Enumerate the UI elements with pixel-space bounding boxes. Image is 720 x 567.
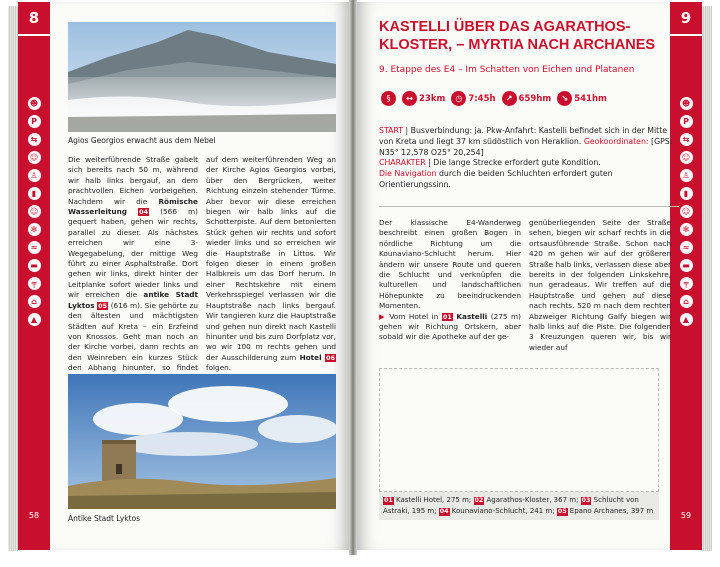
bottle-icon: ▮ — [680, 187, 693, 200]
stat-time — [451, 91, 495, 106]
map-placeholder — [379, 368, 659, 492]
distance-icon: ↔ — [402, 91, 417, 106]
bed-icon: ▬ — [680, 259, 693, 272]
ascent-value: 659hm — [518, 93, 552, 104]
swim-icon: ≈ — [28, 241, 41, 254]
waypoint-badge: 04 — [139, 208, 149, 217]
right-page-number: 9 — [670, 2, 702, 36]
waypoint-badge: 01 — [442, 312, 452, 321]
fire-icon: ▲ — [28, 313, 41, 326]
navigation-label: Die Navigation — [379, 169, 437, 179]
right-footer-page-number: 59 — [680, 511, 692, 520]
waypoint-badge: 05 — [557, 508, 567, 515]
waypoint-badge: 05 — [98, 301, 108, 310]
time-value: 7:45h — [468, 93, 496, 104]
text: auf dem weiterführenden Weg an der Kirche Agios Georgios vorbei, über den Bergrücken, weiter Richtung einzeln stehender Türme. Aber bevor wir diese erreichen biegen wir halb links auf die Schotterpiste. Auf dem betonierten Stück gehen wir rechts und sofort wieder links und so erreichen wir die Hauptstraße in Littos. Wir folgen dieser in einem großen Halbkreis um das Dorf herum. In einer Rechtskehre mit einem Verkehrsspiegel verlassen wir die Hauptstraße nach links bergauf. Wir tangieren kurz die Hauptstraße und gehen nun direkt nach Kastelli hinunter und bis zum Dorfplatz vor, wo wir 100 m rechts gehen und der Ausschilderung zum — [206, 155, 336, 362]
legend-text: Schlucht von Astraki, 195 m; — [383, 496, 639, 515]
text: folgen. — [206, 363, 232, 373]
geo-text: [GPS: N35° 12,578 O25° 20,254] — [379, 136, 673, 157]
signpost-icon: ⇆ — [680, 133, 693, 146]
photo1-caption: Agios Georgios erwacht aus dem Nebel — [68, 136, 216, 145]
swim-icon: ≈ — [680, 241, 693, 254]
navigation-text: durch die beiden Schluchten erfordert guten Orientierungssinn. — [379, 169, 613, 189]
snowflake-icon: ✻ — [28, 223, 41, 236]
bottle-icon: ▮ — [28, 187, 41, 200]
legend-text: Kastelli Hotel, 275 m; — [393, 496, 474, 504]
tour-title: KASTELLI ÜBER DAS AGARATHOS-KLOSTER, – MYRTIA NACH ARCHANES — [379, 19, 656, 53]
left-footer-page-number: 58 — [28, 511, 40, 520]
left-page-number: 8 — [18, 2, 50, 36]
highlight: Hotel — [299, 352, 322, 362]
legend-text: Kounaviano-Schlucht, 241 m; — [449, 507, 557, 515]
waypoint-badge: 03 — [581, 497, 591, 504]
person-icon: ☺ — [28, 205, 41, 218]
home-icon: ⌂ — [28, 295, 41, 308]
text: Die weiterführende Straße gabelt sich bereits nach 50 m, während wir halb links bergauf, an dem prachtvollen Eichen vorbeigehen. Nachdem wir die — [68, 155, 198, 206]
geo-label: Geokoordinaten: — [583, 136, 649, 146]
parking-icon: P — [680, 115, 693, 128]
waypoint-badge: 04 — [439, 508, 449, 515]
legend-text: Epano Archanes, 397 m — [567, 507, 654, 515]
right-text-column-2 — [529, 218, 671, 353]
waypoint-badge: 02 — [474, 497, 484, 504]
text: genüberliegenden Seite der Straße sehen, biegen wir scharf rechts in die ortsausführende Straße. Schon nach 420 m gehen wir auf der größeren Straße halb links, verlassen diese aber bereits in der folgenden Linkskehre, nun geradeaus. Wir treffen auf die Hauptstraße und gehen auf diese nach rechts. 520 m nach dem rechten Abzweiger Richtung Galfy biegen wir halb links auf die Piste. Die folgenden 3 Kreuzungen queren wir, bis wir wieder auf — [529, 218, 671, 352]
stat-descent — [557, 91, 607, 106]
person-icon: ☺ — [680, 205, 693, 218]
right-red-strip — [670, 2, 702, 550]
waypoint-badge: 01 — [384, 497, 393, 504]
right-page — [353, 2, 702, 550]
right-text-column-1 — [379, 218, 521, 343]
parking-icon: P — [28, 115, 41, 128]
highlight: Kastelli — [456, 311, 488, 321]
highlight: antike Stadt Lyktos — [68, 290, 198, 310]
signpost-icon: ⇆ — [28, 133, 41, 146]
start-label: START — [379, 126, 404, 135]
home-icon: ⌂ — [680, 295, 693, 308]
tour-info-box — [379, 126, 679, 191]
clock-icon: ◷ — [451, 91, 466, 106]
person-icon: ☻ — [28, 97, 41, 110]
left-text-column-1 — [68, 155, 198, 384]
waypoint-badge: 06 — [325, 353, 335, 362]
left-red-strip — [18, 2, 50, 550]
highlight: Römische Wasserleitung — [68, 196, 198, 217]
text: Vom Hotel in — [389, 311, 442, 321]
left-icon-column — [18, 97, 50, 326]
descent-value: 541hm — [574, 93, 607, 104]
person-icon: ☺ — [28, 151, 41, 164]
fire-icon: ▲ — [680, 313, 693, 326]
bed-icon: ▬ — [28, 259, 41, 272]
text: Der klassische E4-Wanderweg beschreibt einen großen Bogen in nördliche Richtung um die Kounaviano-Schlucht herum. Hier ändern wir unsere Route und queren die Schlucht und verknüpfen die kulturellen und landschaftlichen Höhepunkte zu beeindruckenden Momenten. — [379, 218, 521, 311]
route-icon: § — [381, 91, 396, 106]
tour-stats — [381, 91, 607, 106]
bench-icon: ╤ — [680, 277, 693, 290]
text: (566 m) gequert haben, gehen wir rechts, parallel zu dieser. Als nächstes erreichen wir eine 3-Wegegabelung, der mittige Weg führt zu einer Asphaltstraße. Dort gehen wir links, direkt hinter der Leitplanke sofort wieder links und wir erreichen die — [68, 207, 198, 300]
waypoint-legend — [379, 492, 659, 520]
tour-subtitle: 9. Etappe des E4 – Im Schatten von Eichen und Platanen — [379, 65, 635, 75]
photo2-caption: Antike Stadt Lyktos — [68, 514, 141, 523]
lyktos-tower-photo — [68, 374, 336, 509]
legend-text: Agarathos-Kloster, 367 m; — [484, 496, 581, 504]
ascent-icon: ↗ — [502, 91, 517, 106]
left-text-column-2 — [206, 155, 336, 374]
bench-icon: ╤ — [28, 277, 41, 290]
distance-value: 23km — [419, 93, 446, 104]
child-icon: ♙ — [28, 169, 41, 182]
snowflake-icon: ✻ — [680, 223, 693, 236]
stat-distance — [402, 91, 445, 106]
character-text: | Die lange Strecke erfordert gute Kondition. — [425, 158, 601, 168]
person-icon: ☻ — [680, 97, 693, 110]
left-page — [18, 2, 353, 550]
child-icon: ♙ — [680, 169, 693, 182]
stat-ascent — [502, 91, 552, 106]
mountain-fog-photo — [68, 22, 336, 132]
divider — [379, 206, 679, 207]
descent-icon: ↘ — [557, 91, 572, 106]
person-icon: ☺ — [680, 151, 693, 164]
text: (275 m) gehen wir Richtung Ortskern, aber sobald wir die Apotheke auf der ge- — [379, 311, 522, 342]
character-label: CHARAKTER — [379, 158, 426, 168]
book-gutter — [349, 0, 357, 555]
arrow-icon: ▶ — [379, 311, 386, 321]
start-text: | Busverbindung: ja. Pkw-Anfahrt: Kastelli befindet sich in der Mitte von Kreta und liegt 37 km südöstlich von Heraklion. — [379, 126, 668, 146]
text: (616 m). Sie gehörte zu den ältesten und mächtigsten Städten auf Kreta – ein Erzfeind von Knossos. Geht man noch an der Kirche vorbei, dann rechts an den Weinreben ein kurzes Stück den Abhang hinunter, so findet — [68, 300, 198, 373]
